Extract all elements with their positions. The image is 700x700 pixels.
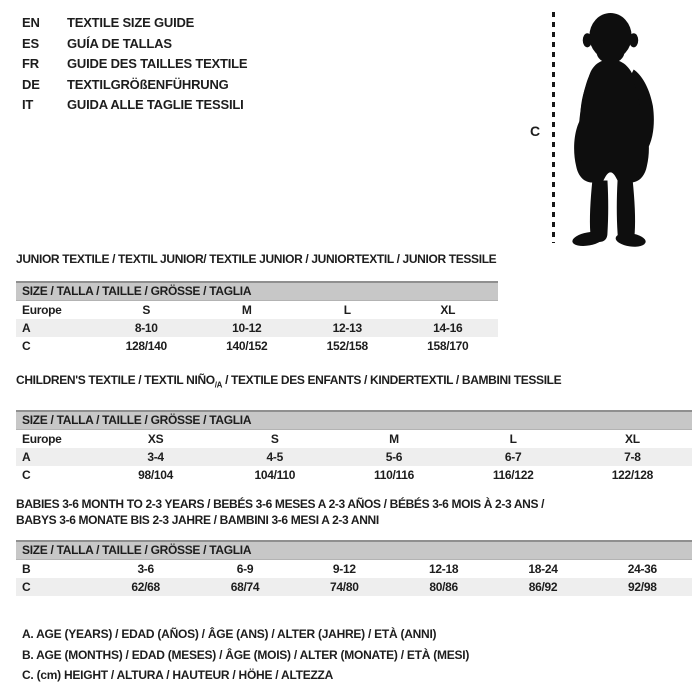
table-row [16, 466, 692, 484]
value-cell: 140/152 [226, 339, 268, 353]
size-header-cell: SIZE / TALLA / TAILLE / GRÖSSE / TAGLIA [16, 282, 498, 301]
language-code: DE [22, 76, 40, 92]
size-header-cell: SIZE / TALLA / TAILLE / GRÖSSE / TAGLIA [16, 411, 692, 430]
value-cell: M [241, 303, 252, 317]
size-table [16, 281, 498, 355]
language-title: TEXTILGRÖßENFÜHRUNG [67, 76, 229, 92]
size-header-row [16, 282, 498, 301]
language-title: GUÍA DE TALLAS [67, 35, 172, 51]
table-row [16, 319, 498, 337]
value-cell: 24-36 [627, 562, 657, 576]
section-title-line [16, 372, 692, 393]
title-text: / TEXTILE DES ENFANTS / KINDERTEXTIL / BAMBINI TESSILE [222, 373, 562, 387]
row-label-cell: B [22, 562, 31, 576]
language-code: IT [22, 97, 34, 112]
value-cell: 3-6 [137, 562, 154, 576]
section-title [16, 372, 692, 393]
value-cell: S [270, 432, 279, 447]
value-cell: 152/158 [326, 339, 368, 353]
row-label-cell: Europe [22, 303, 62, 317]
value-cell: 128/140 [125, 339, 167, 353]
table-row [16, 301, 498, 320]
value-cell: 80/86 [429, 580, 458, 594]
title-text: BABIES 3-6 MONTH TO 2-3 YEARS / BEBÉS 3-6 MESES A 2-3 AÑOS / BÉBÉS 3-6 MOIS À 2-3 ANS / [16, 497, 545, 511]
legend-line: A. AGE (YEARS) / EDAD (AÑOS) / ÂGE (ANS) / ALTER (JAHRE) / ETÀ (ANNI) [22, 627, 437, 641]
value-cell: 8-10 [134, 321, 158, 335]
value-cell: XS [147, 432, 164, 447]
row-label-cell: Europe [22, 432, 62, 447]
value-cell: 68/74 [230, 580, 260, 594]
value-cell: 7-8 [624, 450, 641, 465]
language-code: EN [22, 15, 40, 30]
value-cell: S [142, 303, 151, 317]
table-row [16, 448, 692, 466]
row-label-cell: A [22, 450, 31, 465]
value-cell: 6-9 [236, 562, 254, 576]
value-cell: XL [625, 432, 640, 447]
language-code: FR [22, 56, 39, 71]
section-title [16, 251, 498, 267]
value-cell: 12-18 [429, 562, 459, 576]
section-junior [16, 251, 498, 355]
section-babies [16, 496, 692, 596]
value-cell: 74/80 [330, 580, 359, 594]
value-cell: 86/92 [528, 580, 558, 594]
title-text: CHILDREN'S TEXTILE / TEXTIL NIÑO [16, 373, 215, 387]
value-cell: L [509, 432, 517, 447]
value-cell: 4-5 [266, 450, 283, 465]
value-cell: L [343, 303, 351, 317]
language-row [22, 13, 247, 34]
value-cell: 10-12 [232, 321, 262, 335]
value-cell: 14-16 [433, 321, 463, 335]
value-cell: 5-6 [385, 450, 403, 465]
height-measure-label: C [530, 123, 541, 139]
legend-line: B. AGE (MONTHS) / EDAD (MESES) / ÂGE (MOIS) / ALTER (MONATE) / ETÀ (MESI) [22, 647, 470, 662]
row-label-cell: C [22, 468, 31, 483]
section-children [16, 372, 692, 484]
row-label-cell: C [22, 339, 31, 353]
size-header-row [16, 411, 692, 430]
height-measure-dashed-line [552, 12, 555, 243]
language-title: GUIDE DES TAILLES TEXTILE [67, 56, 248, 71]
language-row [22, 54, 247, 75]
table-row [16, 430, 692, 449]
value-cell: 104/110 [254, 468, 296, 483]
value-cell: XL [440, 303, 456, 317]
value-cell: 6-7 [504, 450, 522, 465]
language-row [22, 34, 247, 55]
value-cell: 110/116 [373, 468, 414, 483]
value-cell: 122/128 [611, 468, 654, 483]
title-text: BABYS 3-6 MONATE BIS 2-3 JAHRE / BAMBINI 3-6 MESI A 2-3 ANNI [16, 513, 379, 527]
size-table [16, 410, 692, 484]
section-title-line [16, 251, 498, 267]
row-label-cell: A [22, 321, 31, 335]
title-subscript: /A [214, 380, 223, 390]
language-title: GUIDA ALLE TAGLIE TESSILI [67, 97, 244, 112]
size-header-row [16, 541, 692, 560]
value-cell: 18-24 [528, 562, 558, 576]
section-title-line [16, 512, 692, 528]
language-code: ES [22, 35, 39, 51]
row-label-cell: C [22, 580, 31, 594]
section-title [16, 496, 692, 528]
value-cell: 12-13 [332, 321, 362, 335]
size-header-cell: SIZE / TALLA / TAILLE / GRÖSSE / TAGLIA [16, 541, 692, 560]
table-row [16, 337, 498, 355]
value-cell: 3-4 [147, 450, 164, 465]
legend-line: C. (cm) HEIGHT / ALTURA / HAUTEUR / HÖHE / ALTEZZA [22, 668, 334, 682]
language-row [22, 75, 247, 96]
legend [22, 624, 469, 686]
language-title: TEXTILE SIZE GUIDE [67, 15, 195, 30]
toddler-silhouette-icon [556, 9, 666, 247]
value-cell: 92/98 [628, 580, 657, 594]
section-title-line [16, 496, 692, 512]
language-list [22, 13, 247, 116]
language-row [22, 95, 247, 116]
size-table [16, 540, 692, 596]
value-cell: 158/170 [427, 339, 469, 353]
value-cell: M [389, 432, 399, 447]
table-row [16, 578, 692, 596]
title-text: JUNIOR TEXTILE / TEXTIL JUNIOR/ TEXTILE JUNIOR / JUNIORTEXTIL / JUNIOR TESSILE [16, 252, 497, 266]
table-row [16, 560, 692, 579]
value-cell: 9-12 [332, 562, 356, 576]
value-cell: 62/68 [131, 580, 160, 594]
value-cell: 98/104 [138, 468, 174, 483]
value-cell: 116/122 [492, 468, 534, 483]
